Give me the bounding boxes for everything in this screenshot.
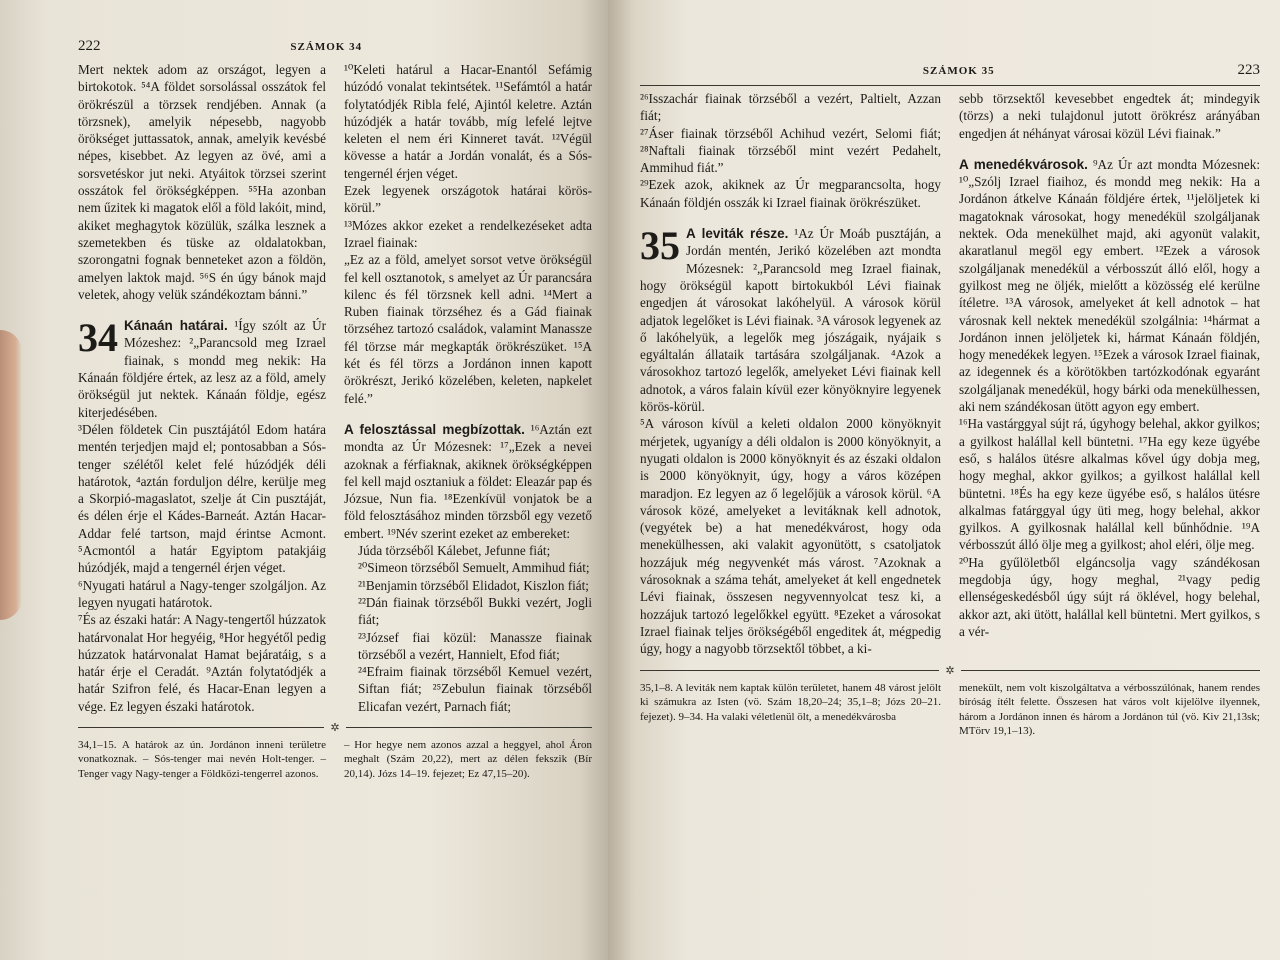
paragraph-gap xyxy=(640,211,941,225)
paragraph: ²⁶Isszachár fiainak törzséből a vezért, Paltielt, Azzan fiát; xyxy=(640,91,941,124)
paragraph: sebb törzsektől kevesebbet engedtek át; mindegyik (törzs) a neki tulajdonul jutott örökrész arányában engedjen át néhányat városai közül Lévi fiainak.” xyxy=(959,91,1260,141)
running-title: SZÁMOK 35 xyxy=(922,65,995,77)
paragraph: ¹⁶Ha vastárggyal sújt rá, úgyhogy belehal, akkor gyilkos; a gyilkost halállal kell büntetni. ¹⁷Ha egy keze ügyébe eső, s halálos ütésre alkalmas kővel úgy dobja meg, hogy meghal, akkor gyilkos; a gyilkost halállal kell büntetni. ¹⁸És ha egy keze ügyébe eső, s halálos ütésre alkalmas fatárggyal úgy üti meg, hogy belehal, akkor gyilkos. A gyilkosnak halállal kell bűnhődnie. ¹⁹A vérbosszút álló ölje meg a gyilkost; ahol eléri, ölje meg. xyxy=(959,416,1260,553)
footnote-divider xyxy=(640,664,1260,677)
paragraph-gap xyxy=(344,407,592,421)
section-heading: Kánaán határai. xyxy=(124,318,228,334)
section-paragraph xyxy=(959,156,1260,415)
paragraph-gap xyxy=(959,142,1260,156)
footnote-divider xyxy=(78,721,592,734)
list-item: ²⁴Efraim fiainak törzséből Kemuel vezért, Siftan fiát; ²⁵Zebulun fiainak törzséből Elicafan vezért, Parnach fiát; xyxy=(358,664,592,714)
paragraph: ²⁷Áser fiainak törzséből Achihud vezért, Selomi fiát; ²⁸Naftali fiainak törzséből mint vezért Pedahelt, Ammihud fiát.” xyxy=(640,125,941,176)
paragraph: ²⁰Ha gyűlöletből elgáncsolja vagy szándékosan megdobja úgy, hogy meghal, ²¹vagy pedig ellenségeskedésből úgy sújt rá öklével, hogy belehal, akkor azt, aki ütött, halállal kell büntetni. Mert gyilkos, s a vér- xyxy=(959,554,1260,639)
paragraph-text: ¹Így szólt az Úr Mózeshez: ²„Parancsold meg Izrael fiainak, s mondd meg nekik: Ha Kánaán földjére értek, az lesz az a föld, amely örökségül jut nektek. Kánaán földje, egész kiterjedésében. xyxy=(78,318,326,420)
footnote: menekült, nem volt kiszolgáltatva a vérbosszúlónak, hanem rendes bíróság ítélt felette. Összesen hat város volt kijelölve ilyennek, három a Jordánon innen és három a Jordánon túl (vö. Kiv 21,13sk; MTörv 19,1–13). xyxy=(959,681,1260,737)
list-item: ²¹Benjamin törzséből Elidadot, Kiszlon fiát; xyxy=(358,577,589,593)
running-title: SZÁMOK 34 xyxy=(290,41,363,53)
paragraph: ⁶Nyugati határul a Nagy-tenger szolgáljon. Az legyen nyugati határotok. xyxy=(78,577,326,610)
paragraph: ⁵A városon kívül a keleti oldalon 2000 könyöknyit mérjetek, ugyanígy a déli oldalon is 2000 könyöknyit, a nyugati oldalon is 2000 könyöknyit és az északi oldalon is 2000 könyöknyit, úgy, hogy a város középen maradjon. Ez legyen az ő legelőjük a városok körül. ⁶A városok közé, amelyeket a levitáknak kell adnotok, (vegyétek be) a hat menedékvárost, hogy oda menekülhessen, aki valakit agyonütött, s csatoljatok hozzájuk még negyvenkét más várost. ⁷Azoknak a városoknak a száma tehát, amelyeket át kell engednetek Lévi fiainak, összesen negyvennyolcat tesz ki, a hozzájuk tartozó legelőkkel együtt. ⁸Ezeket a városokat Izrael fiainak teljes örökségéből engeditek át, mégpedig úgy, hogy a nagyobb törzsektől többet, a ki- xyxy=(640,416,941,657)
left-column-1 xyxy=(78,61,326,715)
left-page xyxy=(0,0,610,960)
paragraph: Mert nektek adom az országot, legyen a birtokotok. ⁵⁴A földet sorsolással osszátok fel örökrészül a törzsek rendjében. Annak (a törzsnek), amelyik népesebb, nagyobb örökséget juttassatok, annak, amelyik kevésbé népes, kisebbet. Az legyen az övé, ami a sorsvetéskor jut neki. Atyáitok törzsei szerint osszátok fel örökségképpen. ⁵⁵Ha azonban nem űzitek ki magatok elől a föld lakóit, mind, akiket meghagytok közülük, szálka lesznek a szemetekben és tüske az oldalatokban, szorongatni fognak benneteket azon a földön, amelyen laktok majd. ⁵⁶S én úgy bánok majd veletek, ahogy velük szándékoztam bánni.” xyxy=(78,62,326,302)
chapter-number: 35 xyxy=(640,223,680,269)
header-rule xyxy=(640,85,1260,86)
left-footnotes xyxy=(78,738,592,782)
right-column-1 xyxy=(640,90,941,658)
paragraph: ¹³Mózes akkor ezeket a rendelkezéseket adta Izrael fiainak: xyxy=(344,217,592,250)
ornament-icon: ✲ xyxy=(945,664,955,677)
left-page-header xyxy=(78,38,592,55)
footnote: 35,1–8. A leviták nem kaptak külön területet, hanem 48 várost jelölt ki számukra az Isten (vö. Szám 18,20–24; 35,1–8; Józs 20–21. fejezet). 9–34. Ha valaki véletlenül ölt, a menedékvárosba xyxy=(640,681,941,723)
left-column-2 xyxy=(344,61,592,715)
list-item: ²⁰Simeon törzséből Semuelt, Ammihud fiát; xyxy=(358,560,590,576)
list-item: ²³József fiai közül: Manassze fiainak törzséből a vezért, Hannielt, Efod fiát; xyxy=(358,629,592,662)
right-page-header xyxy=(640,62,1260,79)
chapter-number: 34 xyxy=(78,315,118,361)
paragraph-text: ⁹Az Úr azt mondta Mózesnek: ¹⁰„Szólj Izrael fiaihoz, és mondd meg nekik: Ha a Jordánon átkelve Kánaán földjére értek, ¹¹jelöljetek ki magatoknak városokat, hogy menedékül szolgáljanak nektek. Oda menekülhet majd, aki agyonüt valakit, akaratlanul megöl egy embert. ¹²Ezek a városok szolgáljanak menedékül a vérbosszút álló elől, hogy a gyilkost meg ne öljék, mielőtt a közösség elé kerülne ítéletre. ¹³A városok, amelyeket át kell adnotok – hat városnak kell nektek menedékül szolgálnia: ¹⁴hármat a Jordánon innen jelöljetek ki, hármat Kánaán földjén, hogy menedékek legyen. ¹⁵Ezek a városok Izrael fiainak, az idegennek és a körötökben tartózkodónak egyaránt szolgáljanak menedékül, hogy bárki oda menekülhessen, aki nem szándékosan ütött agyon egy embert. xyxy=(959,156,1260,415)
chapter-opening xyxy=(78,317,326,421)
paragraph: ⁷És az északi határ: A Nagy-tengertől húzzatok határvonalat Hor hegyéig, ⁸Hor hegyétől pedig húzzatok határvonalat Hamat bejáratáig, s a határ érje el Ceradát. ⁹Aztán folytatódjék a határ Szifron felé, és Hacar-Enan legyen a vége. Ez legyen északi határotok. xyxy=(78,612,326,714)
paragraph-text: ¹⁶Aztán ezt mondta az Úr Mózesnek: ¹⁷„Ezek a nevei azoknak a férfiaknak, akiknek örökségképpen fel kell majd osztaniuk a földet: Eleazár pap és Józsue, Nun fia. ¹⁸Ezenkívül vonjatok be a föld felosztásához minden törzsből egy vezető embert. ¹⁹Név szerint ezeket az embereket: xyxy=(344,421,592,541)
paragraph: Ezek legyenek országotok határai körös-körül.” xyxy=(344,183,592,216)
right-column-2 xyxy=(959,90,1260,658)
paragraph: ³Délen földetek Cin pusztájától Edom határa mentén terjedjen majd el; pontosabban a Sós-tenger szélétől kelet felé húzódjék déli határotok, ⁴aztán forduljon délre, kerülje meg a Skorpió-magaslatot, szelje át Cin pusztáját, és délen érje el Kádes-Barneát. Aztán Hacar-Addar felé tartson, majd érintse Acmont. ⁵Acmontól a határ Egyiptom patakjáig húzódjék, majd a tengernél érjen véget. xyxy=(78,421,326,576)
paragraph: ¹⁰Keleti határul a Hacar-Enantól Sefámig húzódó vonalat tekintsétek. ¹¹Sefámtól a határ folytatódjék Ribla felé, Ajintól keletre. Aztán húzódjék a határ tovább, míg lefelé lejtve keleten el nem éri Kinneret tavát. ¹²Végül kövesse a határ a Jordán vonalát, és a Sós-tengernél érjen véget. xyxy=(344,62,592,181)
footnote: – Hor hegye nem azonos azzal a heggyel, ahol Áron meghalt (Szám 20,22), mert az délen fekszik (Bír 20,14). Józs 14–19. fejezet; Ez 47,15–20). xyxy=(344,738,592,780)
section-paragraph xyxy=(344,421,592,542)
page-number: 223 xyxy=(1237,62,1260,78)
paragraph: „Ez az a föld, amelyet sorsot vetve örökségül fel kell osztanotok, s amelyet az Úr parancsára kilenc és fél törzsnek kell adni. ¹⁴Mert a Ruben fiainak törzséhez és a Gád fiainak törzséhez tartozó családok, valamint Manassze fél törzse már megkapták örökrészüket. ¹⁵A két és fél törzs a Jordánon innen kapott örökrészt, Jerikó közelében, keleten, napkelet felé.” xyxy=(344,252,592,406)
paragraph: ²⁹Ezek azok, akiknek az Úr megparancsolta, hogy Kánaán földjén osszák ki Izrael fiainak örökrészüket. xyxy=(640,177,941,210)
footnote: 34,1–15. A határok az ún. Jordánon inneni területre vonatkoznak. – Sós-tenger mai nevén Holt-tenger. – Tenger vagy Nagy-tenger a Földközi-tengerrel azonos. xyxy=(78,738,326,780)
page-number: 222 xyxy=(78,38,101,54)
paragraph-text: ¹Az Úr Moáb pusztáján, a Jordán mentén, Jerikó közelében azt mondta Mózesnek: ²„Parancsold meg Izrael fiainak, hogy örökségül kapott birtokukból Lévi fiainak engedjen át városokat lakóhelyül. A városok körül adjatok legelőket is Lévi fiainak. ³A városok legyenek az ő lakóhelyük, a legelők meg jószágaik, nyájaik s egyáltalán állataik tartására szolgáljanak. ⁴Azok a városokhoz tartozó legelők, amelyeket Lévi fiainak kell adnotok, a város falain kívül ezer könyöknyire legyenek körös-körül. xyxy=(640,226,941,415)
list-item: ²²Dán fiainak törzséből Bukki vezért, Jogli fiát; xyxy=(358,594,592,628)
chapter-opening xyxy=(640,225,941,415)
section-heading: A menedékvárosok. xyxy=(959,156,1088,172)
section-heading: A felosztással megbízottak. xyxy=(344,421,525,437)
right-page xyxy=(608,0,1280,960)
right-footnotes xyxy=(640,681,1260,739)
section-heading: A leviták része. xyxy=(686,226,789,242)
list-item: Júda törzséből Kálebet, Jefunne fiát; xyxy=(358,543,551,559)
thumb xyxy=(0,330,22,620)
ornament-icon: ✲ xyxy=(330,721,340,734)
